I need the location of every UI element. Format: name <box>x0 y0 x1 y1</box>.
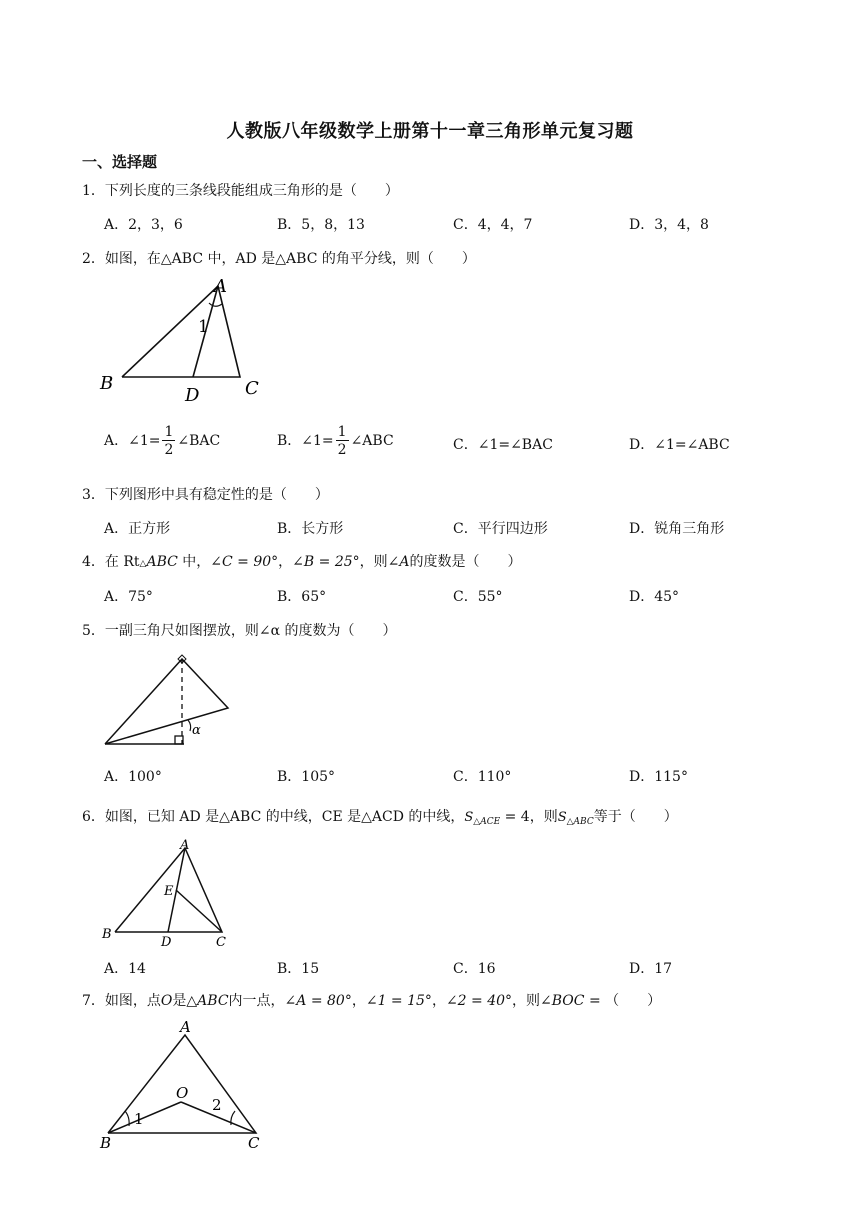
q2-label-a: A <box>214 276 227 297</box>
q7-angle-1: 1 <box>134 1110 144 1128</box>
q6-label-d: D <box>161 935 172 950</box>
q6-label-b: B <box>102 927 112 942</box>
section-heading: 一、选择题 <box>82 153 158 171</box>
q1-option-c[interactable]: C．4，4，7 <box>453 217 533 233</box>
q6-triangle-figure <box>100 838 240 950</box>
q2-triangle-figure <box>95 276 275 406</box>
q1-option-d[interactable]: D．3，4，8 <box>629 217 709 233</box>
q3-option-a[interactable]: A．正方形 <box>104 521 171 537</box>
q4-option-d[interactable]: D．45° <box>629 589 680 605</box>
question-6-stem: 6．如图，已知 AD 是△ABC 的中线，CE 是△ACD 的中线，$S_{\triangle ACE} = 4$，则$S_{\triangle ABC}$等于（ ） <box>82 809 678 827</box>
q1-option-b[interactable]: B．5，8，13 <box>277 217 365 233</box>
q7-label-o: O <box>176 1084 189 1102</box>
q2-label-b: B <box>100 373 114 394</box>
q4-option-c[interactable]: C．55° <box>453 589 503 605</box>
q6-option-b[interactable]: B．15 <box>277 961 320 977</box>
q4-option-b[interactable]: B．65° <box>277 589 327 605</box>
question-5-stem: 5．一副三角尺如图摆放，则∠α 的度数为（ ） <box>82 623 397 639</box>
q7-label-a: A <box>180 1018 191 1036</box>
q6-label-e: E <box>164 884 174 899</box>
page-title: 人教版八年级数学上册第十一章三角形单元复习题 <box>226 121 634 142</box>
question-3-stem: 3．下列图形中具有稳定性的是（ ） <box>82 487 329 503</box>
q7-label-c: C <box>248 1134 260 1152</box>
q5-alpha-label: α <box>192 723 201 738</box>
question-4-stem: 4．在 Rt△ABC 中，∠C = 90°，∠B = 25°，则∠A的度数是（ ） <box>82 554 522 570</box>
question-7-stem: 7．如图，点O是△ABC内一点，∠A = 80°，∠1 = 15°，∠2 = 40°，则∠BOC = （ ） <box>82 993 662 1009</box>
q2-option-d[interactable]: D．∠1=∠ABC <box>629 437 730 453</box>
q6-option-c[interactable]: C．16 <box>453 961 496 977</box>
q3-option-b[interactable]: B．长方形 <box>277 521 344 537</box>
q2-option-b[interactable]: B．∠1= $\frac{1}{2}$ ∠ABC <box>277 424 394 458</box>
q4-option-a[interactable]: A．75° <box>104 589 153 605</box>
q6-label-a: A <box>180 838 190 853</box>
q2-option-a[interactable]: A．∠1= $\frac{1}{2}$ ∠BAC <box>104 424 221 458</box>
q5-option-c[interactable]: C．110° <box>453 769 512 785</box>
q7-triangle-figure <box>96 1016 271 1156</box>
q7-angle-2: 2 <box>212 1096 222 1114</box>
q2-label-d: D <box>185 385 200 406</box>
q5-option-a[interactable]: A．100° <box>104 769 162 785</box>
q6-option-a[interactable]: A．14 <box>104 961 146 977</box>
q3-option-c[interactable]: C．平行四边形 <box>453 521 548 537</box>
q5-set-squares-figure <box>100 652 240 752</box>
q3-option-d[interactable]: D．锐角三角形 <box>629 521 725 537</box>
q5-option-b[interactable]: B．105° <box>277 769 336 785</box>
q6-label-c: C <box>216 935 226 950</box>
q5-option-d[interactable]: D．115° <box>629 769 688 785</box>
q7-label-b: B <box>100 1134 112 1152</box>
q2-label-c: C <box>245 378 259 399</box>
q1-option-a[interactable]: A．2，3，6 <box>104 217 183 233</box>
question-1-stem: 1．下列长度的三条线段能组成三角形的是（ ） <box>82 183 399 199</box>
q2-angle-label: 1 <box>198 317 209 337</box>
question-2-stem: 2．如图，在△ABC 中，AD 是△ABC 的角平分线，则（ ） <box>82 251 476 267</box>
q6-option-d[interactable]: D．17 <box>629 961 673 977</box>
q2-option-c[interactable]: C．∠1=∠BAC <box>453 437 553 453</box>
